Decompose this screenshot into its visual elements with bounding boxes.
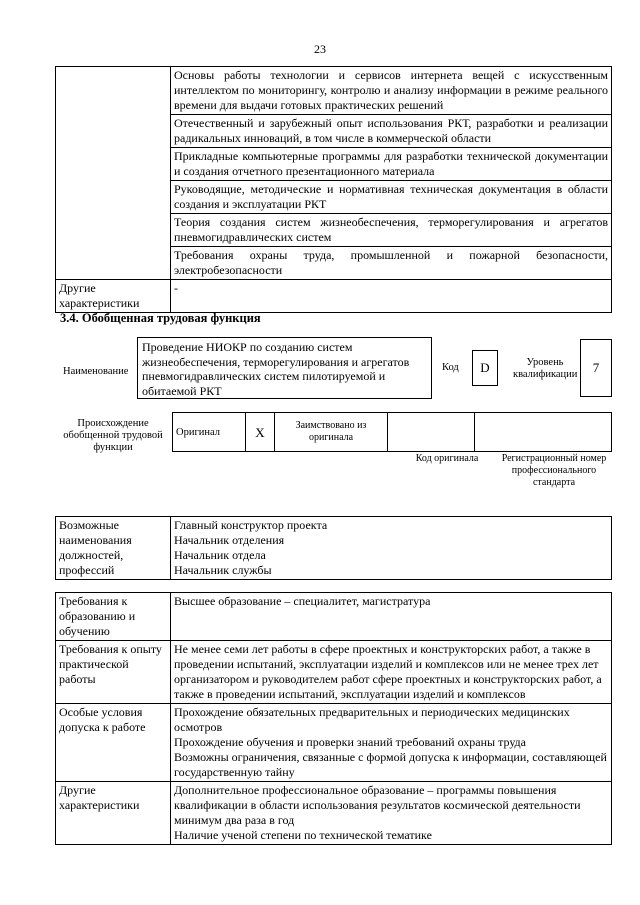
section-title: 3.4. Обобщенная трудовая функция — [60, 311, 261, 325]
experience-value: Не менее семи лет работы в сфере проектных и конструкторских работ, а также в проведении испытаний, эксплуатации изделий и комплексов или не менее трех лет организатором и руководителем работ сфере проектных и конструкторских работ, а также в проведении испытаний, эксплуатации изделий и комплексов — [171, 641, 612, 704]
education-value: Высшее образование – специалитет, магистратура — [171, 593, 612, 641]
reg-number-label: Регистрационный номер профессионального стандарта — [501, 453, 607, 488]
knowledge-table — [55, 66, 612, 313]
level-value-box: 7 — [580, 339, 612, 397]
knowledge-item: Отечественный и зарубежный опыт использования РКТ, разработки и реализации радикальных инноваций, в том числе в коммерческой области — [171, 115, 612, 148]
positions-list — [171, 517, 612, 580]
code-original-label: Код оригинала — [415, 453, 479, 464]
other-item: Наличие ученой степени по технической тематике — [174, 828, 432, 842]
special-label: Особые условия допуска к работе — [56, 704, 171, 782]
special-list — [171, 704, 612, 782]
other-characteristics-label: Другие характеристики — [56, 280, 171, 313]
other-label: Другие характеристики — [56, 782, 171, 845]
knowledge-item: Теория создания систем жизнеобеспечения, терморегулирования и агрегатов пневмогидравлических систем — [171, 214, 612, 247]
special-item: Прохождение обучения и проверки знаний требований охраны труда — [174, 735, 526, 749]
origin-label: Происхождение обобщенной трудовой функции — [63, 418, 163, 453]
special-item: Возможны ограничения, связанные с формой допуска к информации, составляющей государственную тайну — [174, 750, 607, 779]
education-label: Требования к образованию и обучению — [56, 593, 171, 641]
original-label: Оригинал — [173, 413, 246, 452]
code-original-cell — [388, 413, 475, 452]
position-item: Начальник службы — [174, 563, 272, 577]
other-item: Дополнительное профессиональное образование – программы повышения квалификации в области использования результатов космической деятельности минимум два раза в год — [174, 783, 581, 827]
knowledge-item: Прикладные компьютерные программы для разработки технической документации и создания отчетного презентационного материала — [171, 148, 612, 181]
knowledge-item: Основы работы технологии и сервисов интернета вещей с искусственным интеллектом по мониторингу, контролю и анализу информации в режиме реального времени для выдачи готовых практических решений — [171, 67, 612, 115]
other-characteristics-value: - — [171, 280, 612, 313]
position-item: Главный конструктор проекта — [174, 518, 328, 532]
original-mark: X — [246, 413, 275, 452]
borrowed-label: Заимствовано из оригинала — [275, 413, 388, 452]
code-label: Код — [442, 362, 459, 373]
special-item: Прохождение обязательных предварительных и периодических медицинских осмотров — [174, 705, 570, 734]
positions-table — [55, 516, 612, 580]
knowledge-item: Руководящие, методические и нормативная техническая документация в области создания и эксплуатации РКТ — [171, 181, 612, 214]
origin-table — [172, 412, 612, 452]
code-value-box: D — [472, 350, 498, 386]
function-name-box: Проведение НИОКР по созданию систем жизнеобеспечения, терморегулирования и агрегатов пневмогидравлических систем пилотируемой и обитаемой РКТ — [137, 337, 432, 399]
positions-label: Возможные наименования должностей, профессий — [56, 517, 171, 580]
knowledge-item: Требования охраны труда, промышленной и пожарной безопасности, электробезопасности — [171, 247, 612, 280]
position-item: Начальник отделения — [174, 533, 285, 547]
other-list — [171, 782, 612, 845]
experience-label: Требования к опыту практической работы — [56, 641, 171, 704]
reg-number-cell — [475, 413, 612, 452]
name-label: Наименование — [63, 366, 129, 377]
position-item: Начальник отдела — [174, 548, 266, 562]
knowledge-label-cell — [56, 67, 171, 280]
requirements-table — [55, 592, 612, 845]
level-label: Уровень квалификации — [513, 357, 578, 380]
page-number: 23 — [314, 42, 326, 56]
